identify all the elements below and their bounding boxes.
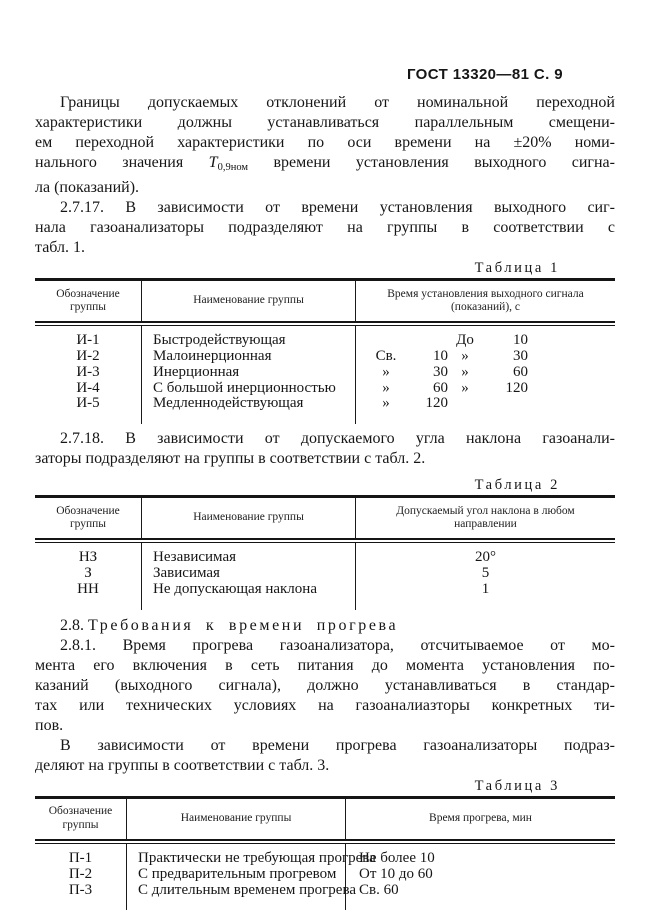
table2-row-name: Не допускающая наклона <box>153 580 317 597</box>
table1-value-cell: 120 <box>425 395 448 412</box>
table1-row-code: И-2 <box>76 347 100 364</box>
table2-code-column <box>35 543 141 609</box>
table1-value-cell <box>482 396 528 412</box>
section-2-8-heading <box>35 616 615 636</box>
table1-row-code: И-4 <box>76 379 100 396</box>
table1-value-cell: 10 <box>513 332 528 349</box>
table1-value-cell <box>368 333 404 349</box>
table1-value-cell <box>448 396 482 412</box>
table1-value-cell: 30 <box>433 363 448 380</box>
table1-name-column <box>141 326 355 424</box>
text-line: Границы допускаемых отклонений от номинальной переходной <box>60 94 615 111</box>
table1-code-column <box>35 326 141 424</box>
table2-row-code: З <box>84 565 92 582</box>
table1-value-cell: » <box>382 379 390 396</box>
table2-row-value: 1 <box>481 580 490 597</box>
table1-row-code: И-1 <box>76 332 100 349</box>
text-line: ла (показаний). <box>35 179 140 196</box>
table1-value-cell: До <box>456 332 474 349</box>
clause-2-7-18 <box>35 429 615 469</box>
table1-row-name: С большой инерционностью <box>153 379 336 396</box>
table1-value-cell: » <box>461 347 469 364</box>
text-line: 2.7.18. В зависимости от допускаемого угла наклона газоанали- <box>60 430 615 448</box>
text-line: пов. <box>35 716 64 734</box>
text-line: 2.7.17. В зависимости от времени установления выходного сиг- <box>60 199 615 216</box>
table3-row-value: От 10 до 60 <box>359 865 433 882</box>
text-line: табл. 1. <box>35 239 86 256</box>
table3-row-value: Не более 10 <box>359 849 435 866</box>
table1-row-name: Малоинерционная <box>153 347 272 364</box>
table2-header-name: Наименование группы <box>141 498 355 538</box>
table3-header-name: Наименование группы <box>126 799 345 839</box>
table3-code-column <box>35 844 126 910</box>
table1-header-code: Обозначение группы <box>56 287 120 313</box>
table2 <box>35 495 615 610</box>
table2-row-value: 20° <box>475 549 496 566</box>
table1-value-cell: 60 <box>433 379 448 396</box>
table1-caption: Таблица 1 <box>474 260 560 276</box>
clause-2-8-1 <box>35 636 615 736</box>
table1-header-row <box>35 281 615 321</box>
table3-row-name: С длительным временем прогрева <box>138 881 356 898</box>
formula-suffix: времени установления выходного сигна- <box>248 154 615 171</box>
formula-prefix: нального значения <box>35 154 209 171</box>
text-line: тах или технических условиях на газоаналиазторы конкретных ти- <box>35 696 615 714</box>
table3-header-value: Время прогрева, мин <box>345 799 615 839</box>
table1-row-name: Медленнодействующая <box>153 395 304 412</box>
table1-value-cell: » <box>461 363 469 380</box>
text-line: 2.8.1. Время прогрева газоанализатора, отсчитываемое от мо- <box>60 636 615 654</box>
text-line-formula <box>35 153 615 178</box>
section-title: Требования к времени прогрева <box>88 616 399 634</box>
table3-caption: Таблица 3 <box>474 777 560 794</box>
text-line: В зависимости от времени прогрева газоанализаторы подраз- <box>60 736 615 754</box>
table3-body <box>35 844 615 910</box>
table1 <box>35 278 615 424</box>
table1-value-cell: » <box>461 379 469 396</box>
table2-row-code: НЗ <box>78 549 98 566</box>
table2-header-value: Допускаемый угол наклона в любом направлении <box>355 498 615 538</box>
table2-row-name: Независимая <box>153 549 236 566</box>
table2-header-row <box>35 498 615 538</box>
section-number: 2.8. <box>60 616 84 634</box>
running-header: ГОСТ 13320—81 С. 9 <box>406 66 563 83</box>
clause-prewarm <box>35 736 615 776</box>
text-line: нала газоанализаторы подразделяют на группы в соответствии с <box>35 219 615 236</box>
text-line: ем переходной характеристики по оси времени на ±20% номи- <box>35 134 615 151</box>
intro-paragraph <box>35 93 615 198</box>
table1-value-cell: 30 <box>513 347 528 364</box>
table3-row-code: П-2 <box>68 865 93 882</box>
text-line: казаний (выходного сигнала), должно устанавливаться в стандар- <box>35 676 615 694</box>
formula-symbol: Т <box>208 154 218 171</box>
table1-value-cell: 120 <box>505 379 528 396</box>
table3-name-column <box>126 844 376 910</box>
table3 <box>35 796 615 910</box>
text-line: характеристики должны устанавливаться параллельным смещени- <box>35 114 615 131</box>
table3-row-name: С предварительным прогревом <box>138 865 337 882</box>
table1-body <box>35 326 615 424</box>
table2-header-code: Обозначение группы <box>56 504 120 531</box>
table3-row-name: Практически не требующая прогрева <box>138 849 376 866</box>
text-line: мента его включения в сеть питания до момента установления по- <box>35 656 615 674</box>
table2-row-value: 5 <box>481 565 490 582</box>
table2-body <box>35 543 615 609</box>
table1-value-column <box>355 326 615 424</box>
table1-value-cell: » <box>382 363 390 380</box>
table1-value-cell: Св. <box>375 347 397 364</box>
table1-value-grid <box>356 333 615 412</box>
text-line: заторы подразделяют на группы в соответствии с табл. 2. <box>35 450 426 468</box>
table2-caption: Таблица 2 <box>474 477 560 494</box>
text-line: деляют на группы в соответствии с табл. 3. <box>35 756 330 774</box>
clause-2-7-17 <box>35 198 615 258</box>
table3-row-value: Св. 60 <box>359 881 399 898</box>
table3-header-row <box>35 799 615 839</box>
table1-value-cell <box>404 333 448 349</box>
table3-header-code: Обозначение группы <box>48 805 113 831</box>
table1-value-cell: 10 <box>433 347 448 364</box>
table1-value-cell: » <box>382 395 390 412</box>
table1-value-cell: 60 <box>513 363 528 380</box>
table1-header-name: Наименование группы <box>141 281 355 321</box>
table1-row-code: И-5 <box>76 395 100 412</box>
table2-row-name: Зависимая <box>153 565 220 582</box>
table3-value-column <box>345 844 615 910</box>
table1-row-name: Инерционная <box>153 363 240 380</box>
formula-subscript: 0,9ном <box>217 162 249 173</box>
table1-row-name: Быстродействующая <box>153 332 286 349</box>
table3-row-code: П-3 <box>68 881 93 898</box>
table1-row-code: И-3 <box>76 363 100 380</box>
table2-row-code: НН <box>77 580 99 597</box>
table2-name-column <box>141 543 355 609</box>
table2-value-column <box>355 543 615 609</box>
table1-header-value: Время установления выходного сигнала (показаний), с <box>355 281 615 321</box>
table3-row-code: П-1 <box>68 849 93 866</box>
